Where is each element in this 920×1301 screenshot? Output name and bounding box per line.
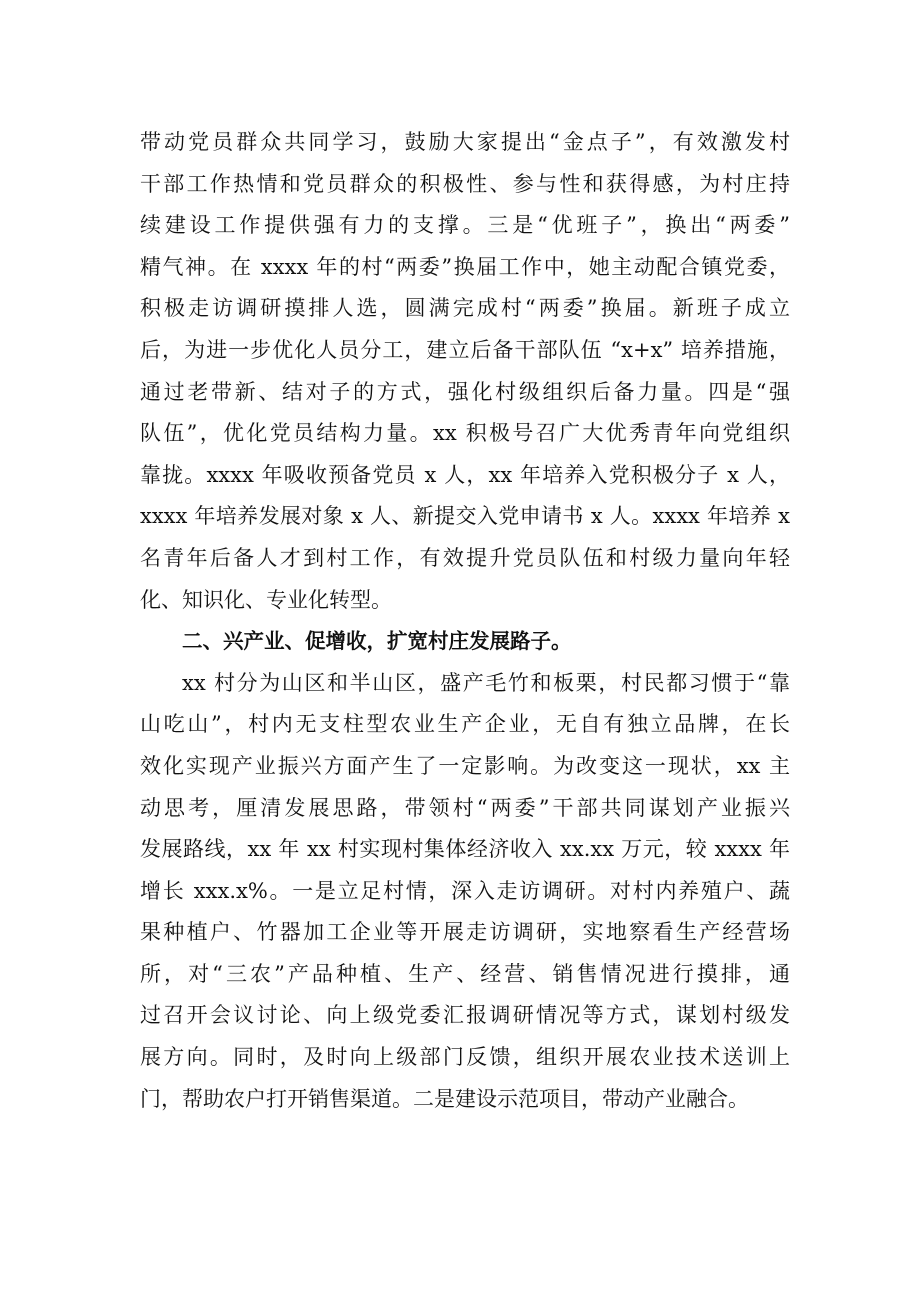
paragraph-2 [140, 663, 790, 1121]
document-body [140, 122, 790, 1120]
text-line: 过召开会议讨论、向上级党委汇报调研情况等方式，谋划村级发 [140, 1003, 790, 1028]
text-line: 带动党员群众共同学习，鼓励大家提出“金点子”，有效激发村 [140, 130, 790, 154]
text-line: 干部工作热情和党员群众的积极性、参与性和获得感，为村庄持 [140, 171, 790, 196]
text-line: 通过老带新、结对子的方式，强化村级组织后备力量。四是“强 [140, 379, 790, 404]
text-line: 果种植户、竹器加工企业等开展走访调研，实地察看生产经营场 [140, 920, 790, 945]
text-line: 化、知识化、专业化转型。 [140, 587, 392, 612]
text-line: 精气神。在 xxxx 年的村“两委”换届工作中，她主动配合镇党委， [140, 254, 790, 279]
text-line: 山吃山”，村内无支柱型农业生产企业，无自有独立品牌，在长 [140, 712, 790, 737]
text-line: 名青年后备人才到村工作，有效提升党员队伍和村级力量向年轻 [140, 545, 790, 570]
text-line: 展方向。同时，及时向上级部门反馈，组织开展农业技术送训上 [140, 1045, 790, 1070]
text-line: 后，为进一步优化人员分工，建立后备干部队伍 “x+x” 培养措施， [140, 337, 790, 362]
text-line: 门，帮助农户打开销售渠道。二是建设示范项目，带动产业融合。 [140, 1086, 749, 1111]
text-line: 续建设工作提供强有力的支撑。三是“优班子”，换出“两委” [140, 213, 790, 238]
text-line: 队伍”，优化党员结构力量。xx 积极号召广大优秀青年向党组织 [140, 421, 790, 446]
text-line: 所，对“三农”产品种植、生产、经营、销售情况进行摸排，通 [140, 961, 790, 986]
text-line: 积极走访调研摸排人选，圆满完成村“两委”换届。新班子成立 [140, 296, 790, 321]
text-line: 动思考，厘清发展思路，带领村“两委”干部共同谋划产业振兴 [140, 795, 790, 820]
text-line: 靠拢。xxxx 年吸收预备党员 x 人，xx 年培养入党积极分子 x 人， [140, 462, 790, 487]
text-line: 发展路线，xx 年 xx 村实现村集体经济收入 xx.xx 万元，较 xxxx 年 [140, 837, 790, 862]
text-line: xxxx 年培养发展对象 x 人、新提交入党申请书 x 人。xxxx 年培养 x [140, 504, 790, 529]
text-line: xx 村分为山区和半山区，盛产毛竹和板栗，村民都习惯于“靠 [182, 670, 790, 695]
text-line: 增长 xxx.x%。一是立足村情，深入走访调研。对村内养殖户、蔬 [140, 878, 790, 903]
section-heading-2: 二、兴产业、促增收，扩宽村庄发展路子。 [182, 629, 572, 654]
text-line: 效化实现产业振兴方面产生了一定影响。为改变这一现状，xx 主 [140, 753, 790, 778]
paragraph-1 [140, 122, 790, 621]
